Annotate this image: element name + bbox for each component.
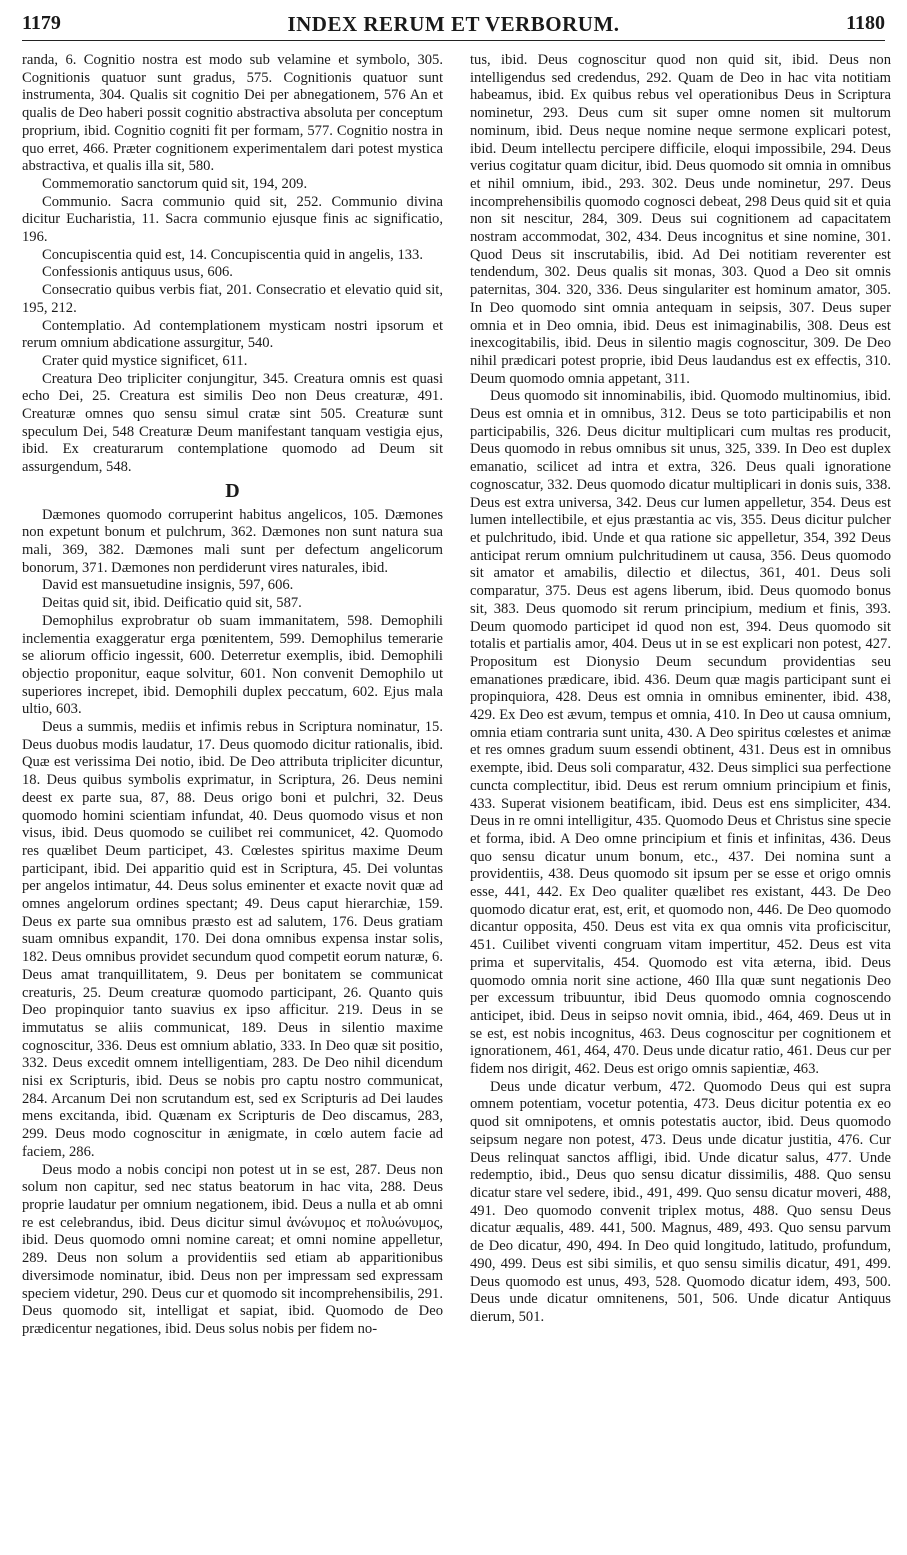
index-entry: tus, ibid. Deus cognoscitur quod non quid sit, ibid. Deus non intelligendus sed credendus, 292. Quam de Deo in hac vita notitiam habeamus, ibid. Ex quibus rebus vel operationibus Deus in Scriptura nominetur, 293. Deus cum sit super omne nomen sit multorum nominum, ibid. Deus neque nomine neque sermone explicari potest, ibid. Deum intellectu percipere difficile, eloqui impossibile, 294. Deus verius cogitatur quam dicitur, ibid. Deus quomodo sit omnia in omnibus et nihil omnium, ibid., 293. 302. Deus unde nominetur, 297. Deus incomprehensibilis quomodo cognosci debeat, 298 Deus quid sit et quia non sit nescitur, 284, 309. Deus sui cognitionem ad capacitatem nostram accommodat, 302, 434. Deus incognitus et sine nomine, 301. Quod Deus sit inscrutabilis, ibid. Ad Dei notitiam reverenter est tendendum, 302. Deus qualis sit monas, 303. Quod a Deo sit omnis paternitas, 304. 320, 336. Deus singulariter est hominum amator, 305. In Deo quomodo sint omnia antequam in seipsis, 307. Deus super omnia et in Deo omnia, ibid. Deus est inimaginabilis, 308. Deus est inexcogitabilis, ibid. Deus in silentio magis cognoscitur, 309. De Deo nihil prædicari potest proprie, ibid Deus laudandus est ex effectis, 310. Deum quomodo omnia appetant, 311. <box>470 52 891 387</box>
right-column <box>470 52 891 1542</box>
left-column <box>22 52 443 1542</box>
index-entry: Confessionis antiquus usus, 606. <box>42 264 233 281</box>
index-entry: Deus modo a nobis concipi non potest ut in se est, 287. Deus non solum non capitur, sed nec status beatorum in hac vita, 288. Deus proprie laudatur per omnium negationem, ibid. Deus a nulla et ab omni re est celebrandus, ibid. Deus dicitur simul ἀνώνυμος et πολυώνυμος, ibid. Deus quomodo omni nomine careat; et omni nomine appelletur, 289. Deus non solum a providentiis sed etiam ab apparitionibus diversimode nominatur, ibid. Deus non per impressam sed expressam speciem videtur, 290. Deus cur et quomodo sit incomprehensibilis, 291. Deus quomodo sit, intelligat et sapiat, ibid. Quomodo de Deo prædicentur negationes, ibid. Deus solus nobis per fidem no- <box>22 1161 443 1337</box>
section-letter: D <box>225 479 240 502</box>
index-entry: Deus unde dicatur verbum, 472. Quomodo Deus qui est supra omnem potentiam, vocetur potentia, 473. Deus dicitur potentia ex eo quod sit omnipotens, et omnis potestatis auctor, ibid. Deus quomodo seipsum negare non potest, 473. Deus unde dicatur justitia, 476. Cur Deus relinquat sanctos affligi, ibid. Unde dicatur salus, 477. Unde redemptio, ibid., Deus quo sensu dicatur dissimilis, 488. Quo sensu dicatur stare vel sedere, ibid., 491, 499. Quo sensu dicatur moveri, 488, 491. Deo quomodo convenit triplex motus, 488. Quo sensu Deus dicatur æqualis, 489. 441, 500. Magnus, 489, 493. Quo sensu parvum de Deo dicatur, 490, 494. In Deo quid longitudo, latitudo, profundum, 490, 499. Deus est sibi similis, et quo sensu similis dicatur, 491, 499. Deus quomodo est unus, 493, 528. Quomodo dicatur idem, 493, 500. Deus unde dicatur omnitenens, 501, 506. Unde dicatur Antiquus dierum, 501. <box>470 1078 891 1325</box>
page-number-left: 1179 <box>22 12 61 34</box>
index-entry: Demophilus exprobratur ob suam immanitatem, 598. Demophili inclementia exaggeratur erga pœnitentem, 599. Demophilus temerarie se aliorum officio ingessit, 600. Deterretur exemplis, ibid. Demophili objectio proponitur, eaque solvitur, 601. Non convenit Demophilo ut superiores increpet, ibid. Demophili duplex peccatum, 602. Ejus mala ultio, 603. <box>22 612 443 718</box>
running-title: INDEX RERUM ET VERBORUM. <box>287 12 620 36</box>
index-entry: Communio. Sacra communio quid sit, 252. Communio divina dicitur Eucharistia, 11. Sacra communio ejusque finis ac significatio, 196. <box>22 193 443 246</box>
index-entry: David est mansuetudine insignis, 597, 606. <box>42 577 294 594</box>
index-entry: Crater quid mystice significet, 611. <box>42 352 248 369</box>
index-entry: Deus quomodo sit innominabilis, ibid. Quomodo multinomius, ibid. Deus est omnia et in omnibus, 312. Deus se toto participabilis et non participabilis, 326. Deus dicitur multiplicari cum multas res producit, Deus quomodo in rebus omnibus sit unus, 325, 339. In Deo est duplex emanatio, scilicet ad intra et extra, 326. Deus quali ignoratione cognoscatur, 332. Deus quomodo dicatur multiplicari in donis suis, 338. Deus est extra universa, 342. Deus cur lumen appelletur, 354. Deus est lumen intellectibile, et ejus præstantia ac vis, 355. Deus dicitur pulcher et pulchritudo, ibid. Unde et qua ratione sic appelletur, 354, 392 Deus anticipat rerum omnium pulchritudinem ut causa, 356. Deus quomodo sit amator et amabilis, dilectio et dilectus, 361, 401. Deus soli comparatur, 375. Deus est agens liberum, ibid. Deus quomodo bonus sit, 383. Deus quomodo sit rerum principium, medium et finis, 393. Deum quomodo participet id quod non est, 394. Deus quomodo sit totalis et partialis amor, 404. Deus ut in se est explicari non potest, 427. Propositum est Dionysio Deum secundum providentias seu emanationes prædicare, ibid. 436. Deum quæ magis participant sunt ei propinquiora, 428. Deus est omnia in omnibus eminenter, ibid. 438, 429. Ex Deo est ævum, tempus et omnia, 410. In Deo ut causa omnium, omnia etiam contraria sunt unita, 430. A Deo spiritus cœlestes et animæ et res omnes gradum suum essendi obtinent, 431. Deus est in omnibus exempte, ibid. Deus soli comparatur, 432. Deus simplici sua perfectione cuncta complectitur, ibid. Deus est rerum omnium principium et finis, 433. Superat visionem beatificam, ibid. Deus est ens simpliciter, 434. Deus in re omni intelligitur, 435. Quomodo Deus et Christus sine specie et forma, ibid. A Deo omne principium et finis et infinitas, 436. Deus quo sensu dicatur unum bonum, etc., 437. Dei nomina sunt a providentiis, 438. Deus quomodo sit ipsum per se esse et origo omnis esse, 441, 442. Ex Deo qualiter quælibet res existant, 443. De Deo quomodo dicatur erat, est, erit, et quomodo non, 446. De Deo quomodo dicantur opposita, 450. Deus est vita ex qua omnis vita proficiscitur, 451. Cuilibet viventi congruam vitam impertitur, 452. Deus est vita prima et supervitalis, 454. Quomodo est vita æterna, ibid. Deus quomodo omnia norit sine actione, 460 Illa quæ sunt negationis Deo per excessum tribuuntur, ibid Deus quomodo omnia cognoscendo anticipet, ibid. Deus in seipso novit omnia, ibid., 464, 469. Deus ut in se est, est nobis incognitus, 463. Deus cognoscitur per cognitionem et ignorationem, 461, 464, 470. Deus unde dicatur ratio, 461. Deus cur per fidem nos dirigit, 462. Deus est origo omnis sapientiæ, 463. <box>470 388 891 1078</box>
index-entry: Contemplatio. Ad contemplationem mysticam nostri ipsorum et rerum omnium abdicatione assurgitur, 540. <box>22 317 443 352</box>
index-entry: Commemoratio sanctorum quid sit, 194, 209. <box>42 175 308 192</box>
index-entry: Concupiscentia quid est, 14. Concupiscentia quid in angelis, 133. <box>42 246 423 263</box>
index-entry: randa, 6. Cognitio nostra est modo sub velamine et symbolo, 305. Cognitionis quatuor sunt gradus, 575. Cognitionis quatuor sunt instrumenta, 304. Qualis sit cognitio Dei per abnegationem, 576 An et qualis de Deo haberi possit cognitio abstractiva absoluta per conceptum proprium, ibid. Cognitio cogniti fit per formam, 577. Cognitio nostra in quo erret, 466. Præter cognitionem experimentalem dari potest mystica abstractiva, et qualis illa sit, 580. <box>22 52 443 175</box>
index-entry: Deus a summis, mediis et infimis rebus in Scriptura nominatur, 15. Deus duobus modis laudatur, 17. Deus quomodo dicitur rationalis, ibid. Quæ est verissima Dei notio, ibid. De Deo attributa tripliciter dicuntur, 18. Deus quibus symbolis exprimatur, in Scriptura, 26. Deus nemini deest ex parte sua, 87, 88. Deus origo boni et pulchri, 32. Deus quomodo homini scientiam infundat, 40. Deus quomodo visus et non visus, ibid. Deus quomodo se cuilibet rei communicet, 42. Quomodo res quælibet Deum participet, 43. Cœlestes spiritus maxime Deum participant, ibid. Dei apparitio quid est in Scriptura, 45. Dei voluntas per angelos intimatur, 44. Deus solus eminenter et exacte novit quæ ad omnes angelorum ordines spectant; 49. Deus caput hierarchiæ, 159. Deus ex parte sua omnibus præsto est ad salutem, 176. Deus gratiam suam omnibus expandit, 170. Dei dona omnibus expensa instar solis, 182. Deus omnibus providet secundum quod competit eorum naturæ, 6. Deus amat tranquillitatem, 9. Deus per bonitatem se communicat creaturis, 25. Deum creaturæ quomodo participant, 26. Quanto quis Deo propinquior tanto suavius ex ipso afficitur. 219. Deus in se immutatus se aliis communicat, 189. Deus in silentio maxime cognoscitur, 336. Deus est omnium ablatio, 333. In Deo quæ sit positio, 332. Deus excedit omnem intelligentiam, 283. De Deo nihil dicendum nisi ex Scripturis, ibid. Deus se nobis pro captu nostro communicat, 284. Arcanum Dei non scrutandum est, sed ex Scripturis ad Dei laudes mens excitanda, ibid. Quænam ex Scripturis de Deo discamus, 283, 299. Deus modo cognoscitur in ænigmate, in cœlo autem facie ad faciem, 286. <box>22 719 443 1160</box>
page-number-right: 1180 <box>846 12 885 34</box>
index-entry: Creatura Deo tripliciter conjungitur, 345. Creatura omnis est quasi echo Dei, 25. Creatura est similis Deo non Deus creaturæ, 491. Creaturæ omnes quo sensu simul cratæ sint 505. Creaturæ sunt speculum Dei, 548 Creaturæ Deum manifestant tanquam vestigia ejus, ibid. Ex creaturarum contemplatione quomodo ad Deum sit assurgendum, 548. <box>22 370 443 476</box>
index-entry: Dæmones quomodo corruperint habitus angelicos, 105. Dæmones non expetunt bonum et pulchrum, 362. Dæmones non sunt natura sua mali, 369, 382. Dæmones mali sunt per defectum angelicorum bonorum, 371. Dæmones non perdiderunt vires naturales, ibid. <box>22 506 443 576</box>
page-header <box>22 10 885 41</box>
index-entry: Deitas quid sit, ibid. Deificatio quid sit, 587. <box>42 595 302 612</box>
index-entry: Consecratio quibus verbis fiat, 201. Consecratio et elevatio quid sit, 195, 212. <box>22 282 443 316</box>
